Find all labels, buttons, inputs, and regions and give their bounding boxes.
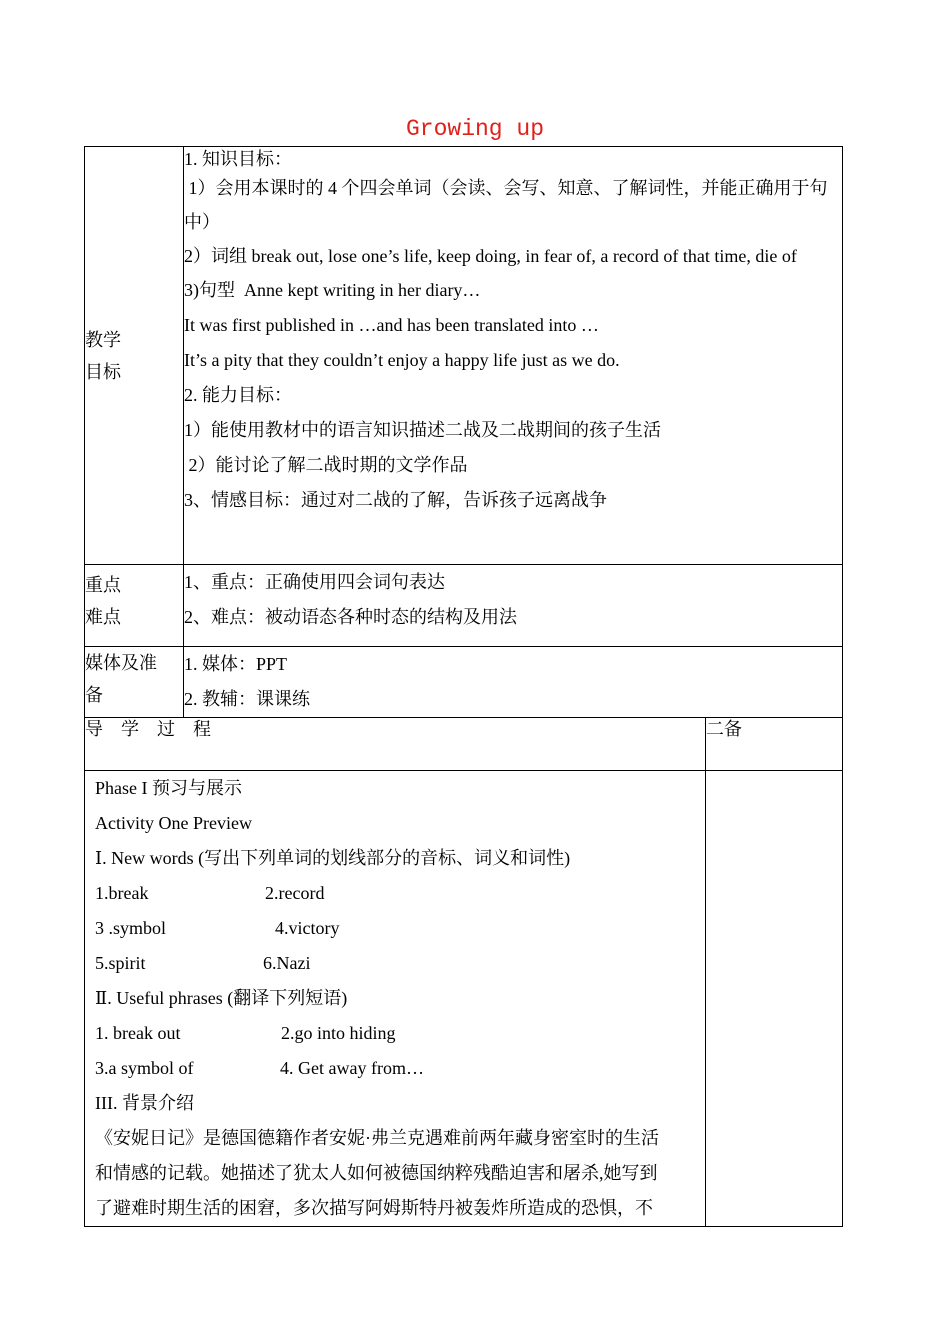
- key-point-line: 1、重点：正确使用四会词句表达: [184, 572, 445, 592]
- label-line: 重点: [85, 575, 121, 595]
- objective-line: 3、情感目标：通过对二战的了解，告诉孩子远离战争: [184, 490, 607, 510]
- key-point-line: 2、难点：被动语态各种时态的结构及用法: [184, 607, 517, 627]
- phase-row: [85, 771, 843, 1227]
- activity-title: Activity One Preview: [95, 813, 252, 833]
- objective-line: 2）能讨论了解二战时期的文学作品: [184, 455, 468, 475]
- media-row: [85, 647, 843, 718]
- word-row: [95, 911, 705, 946]
- key-points-label: [85, 565, 184, 647]
- objectives-content: [184, 147, 843, 565]
- process-header-text: 导 学 过 程: [85, 719, 211, 739]
- objective-line: 2）词组 break out, lose one’s life, keep doing, in fear of, a record of that time, die of: [184, 246, 797, 266]
- word-item: 1.break: [95, 883, 149, 903]
- word-item: 6.Nazi: [263, 953, 311, 973]
- label-line: 目标: [85, 361, 121, 382]
- phrase-item: 2.go into hiding: [281, 1023, 396, 1043]
- media-label: [85, 647, 184, 718]
- objective-line: It’s a pity that they couldn’t enjoy a happy life just as we do.: [184, 350, 620, 370]
- phrase-row: [95, 1051, 705, 1086]
- word-item: 4.victory: [275, 918, 340, 938]
- objective-line: It was first published in …and has been translated into …: [184, 315, 599, 335]
- objective-line: 2. 能力目标：: [184, 385, 292, 405]
- media-content: [184, 647, 843, 718]
- word-row: [95, 946, 705, 981]
- word-item: 3 .symbol: [95, 918, 167, 938]
- objective-line: 1. 知识目标：: [184, 149, 292, 169]
- key-points-row: [85, 565, 843, 647]
- word-item: 5.spirit: [95, 953, 146, 973]
- key-points-content: [184, 565, 843, 647]
- phrases-heading: Ⅱ. Useful phrases (翻译下列短语): [95, 988, 348, 1008]
- phrase-item: 1. break out: [95, 1023, 181, 1043]
- label-line: 备: [85, 685, 103, 705]
- objective-line: 1）能使用教材中的语言知识描述二战及二战期间的孩子生活: [184, 420, 661, 440]
- phase-title: Phase I 预习与展示: [95, 778, 242, 798]
- word-item: 2.record: [265, 883, 325, 903]
- phrase-item: 3.a symbol of: [95, 1058, 194, 1078]
- document-title: Growing up: [405, 116, 545, 142]
- phrase-item: 4. Get away from…: [280, 1058, 424, 1078]
- objectives-row: [85, 147, 843, 565]
- second-prep-label: 二备: [706, 719, 742, 739]
- label-line: 教学: [85, 329, 121, 350]
- second-prep-cell: [706, 771, 843, 1227]
- media-line: 2. 教辅：课课练: [184, 689, 310, 709]
- objective-line: 1）会用本课时的 4 个四会单词（会读、会写、知意、了解词性，并能正确用于句中）: [184, 178, 828, 232]
- background-line: 《安妮日记》是德国德籍作者安妮·弗兰克遇难前两年藏身密室时的生活: [95, 1128, 659, 1148]
- phase-content: [85, 771, 706, 1227]
- process-header-right: [706, 718, 843, 771]
- background-line: 了避难时期生活的困窘，多次描写阿姆斯特丹被轰炸所造成的恐惧，不: [95, 1198, 653, 1218]
- media-line: 1. 媒体：PPT: [184, 654, 288, 674]
- background-line: 和情感的记载。她描述了犹太人如何被德国纳粹残酷迫害和屠杀,她写到: [95, 1163, 658, 1183]
- phrase-row: [95, 1016, 705, 1051]
- label-line: 媒体及准: [85, 653, 157, 673]
- process-header-left: [85, 718, 706, 771]
- word-row: [95, 876, 705, 911]
- lesson-plan-table: [84, 146, 843, 1227]
- label-line: 难点: [85, 607, 121, 627]
- new-words-heading: Ⅰ. New words (写出下列单词的划线部分的音标、词义和词性): [95, 848, 571, 868]
- objective-line: 3)句型 Anne kept writing in her diary…: [184, 280, 481, 300]
- background-heading: III. 背景介绍: [95, 1093, 194, 1113]
- process-header-row: [85, 718, 843, 771]
- objectives-label: [85, 147, 184, 565]
